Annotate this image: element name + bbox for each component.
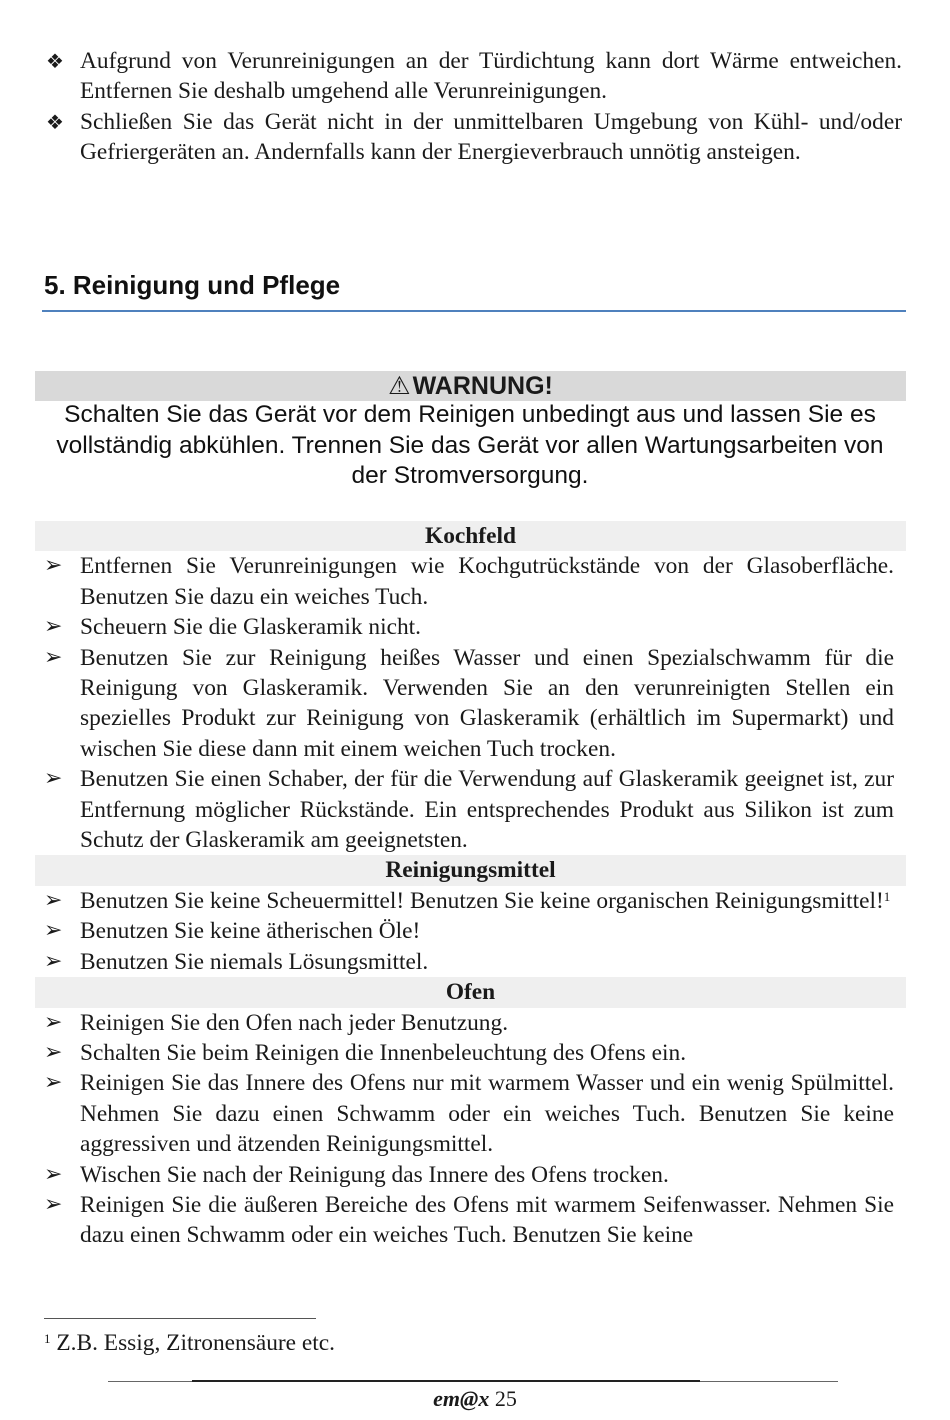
footnote-number: 1 xyxy=(44,1331,51,1346)
list-item: ➢ Benutzen Sie einen Schaber, der für die Verwendung auf Glaskeramik geeignet ist, zur Entfernung möglicher Rückstände. Ein entsprechendes Produkt aus Silikon ist zum Schutz der Glaskeramik am geeignetsten. xyxy=(44,766,894,854)
list-item: ➢ Benutzen Sie zur Reinigung heißes Wasser und einen Spezialschwamm für die Reinigung von Glaskeramik. Verwenden Sie an den verunreinigten Stellen ein spezielles Produkt zur Reinigung von Glaskeramik (erhältlich im Supermarkt) und wischen Sie diese dann mit einem weichen Tuch trocken. xyxy=(44,644,894,762)
arrow-bullet-icon: ➢ xyxy=(44,887,63,913)
diamond-bullet-icon: ❖ xyxy=(46,109,64,134)
subheading-reinigungsmittel: Reinigungsmittel xyxy=(35,855,906,885)
arrow-bullet-icon: ➢ xyxy=(44,1009,63,1035)
list-item: ➢ Reinigen Sie das Innere des Ofens nur mit warmem Wasser und ein wenig Spülmittel. Nehmen Sie dazu einen Schwamm oder ein weiches Tuch. Benutzen Sie keine aggressiven und ätzenden Reinigungsmittel. xyxy=(44,1070,894,1158)
arrow-bullet-icon: ➢ xyxy=(44,1070,63,1096)
footnote-text: Z.B. Essig, Zitronensäure etc. xyxy=(56,1330,336,1356)
list-item: ➢ Benutzen Sie niemals Lösungsmittel. xyxy=(42,947,894,977)
arrow-bullet-icon: ➢ xyxy=(44,553,63,579)
warning-triangle-icon: ⚠ xyxy=(388,372,411,400)
subheading-ofen: Ofen xyxy=(35,977,906,1007)
diamond-bullet-icon: ❖ xyxy=(46,49,64,73)
arrow-bullet-icon: ➢ xyxy=(44,644,63,670)
brand-logo: em@x xyxy=(433,1386,490,1411)
arrow-bullet-icon: ➢ xyxy=(44,766,63,792)
list-item: ➢ Reinigen Sie die äußeren Bereiche des Ofens mit warmem Seifenwasser. Nehmen Sie dazu einen Schwamm oder ein weiches Tuch. Benutzen Sie keine xyxy=(44,1191,894,1249)
list-item: ➢ Benutzen Sie keine ätherischen Öle! xyxy=(42,916,894,946)
list-item: ➢ Schalten Sie beim Reinigen die Innenbeleuchtung des Ofens ein. xyxy=(42,1038,894,1068)
list-item: ➢ Scheuern Sie die Glaskeramik nicht. xyxy=(42,612,894,642)
arrow-bullet-icon: ➢ xyxy=(44,918,63,944)
list-item: ➢ Benutzen Sie keine Scheuermittel! Benutzen Sie keine organischen Reinigungsmittel!$^1$ xyxy=(42,886,894,916)
warning-banner xyxy=(35,371,906,401)
warning-label: WARNUNG! xyxy=(412,372,553,400)
arrow-bullet-icon: ➢ xyxy=(44,614,63,640)
list-item: ❖ Schließen Sie das Gerät nicht in der unmittelbaren Umgebung von Kühl- und/oder Gefriergeräten an. Andernfalls kann der Energieverbrauch unnötig ansteigen. xyxy=(46,108,902,166)
cleaning-instructions xyxy=(42,521,894,1251)
list-item: ➢ Wischen Sie nach der Reinigung das Innere des Ofens trocken. xyxy=(42,1160,894,1190)
footnote xyxy=(44,1328,335,1358)
list-item: ➢ Entfernen Sie Verunreinigungen wie Kochgutrückstände von der Glasoberfläche. Benutzen Sie dazu ein weiches Tuch. xyxy=(44,553,894,610)
page-footer xyxy=(0,1386,950,1412)
list-item: ❖ Aufgrund von Verunreinigungen an der Türdichtung kann dort Wärme entweichen. Entfernen Sie deshalb umgehend alle Verunreinigungen. xyxy=(46,48,902,105)
arrow-bullet-icon: ➢ xyxy=(44,948,63,974)
footnote-divider xyxy=(44,1318,316,1319)
arrow-bullet-icon: ➢ xyxy=(44,1191,63,1217)
section-heading: 5. Reinigung und Pflege xyxy=(44,270,341,300)
footer-divider-thick xyxy=(192,1380,700,1382)
warning-text: Schalten Sie das Gerät vor dem Reinigen unbedingt aus und lassen Sie es vollständig abkühlen. Trennen Sie das Gerät vor allen Wartungsarbeiten von der Stromversorgung. xyxy=(56,401,884,489)
list-item: ➢ Reinigen Sie den Ofen nach jeder Benutzung. xyxy=(42,1008,894,1038)
heading-divider xyxy=(42,310,906,312)
intro-bullet-list xyxy=(42,46,902,168)
arrow-bullet-icon: ➢ xyxy=(44,1161,63,1187)
footnote-reference: 1 xyxy=(883,888,891,904)
page-number: 25 xyxy=(494,1386,517,1411)
subheading-kochfeld: Kochfeld xyxy=(35,521,906,551)
arrow-bullet-icon: ➢ xyxy=(44,1039,63,1065)
